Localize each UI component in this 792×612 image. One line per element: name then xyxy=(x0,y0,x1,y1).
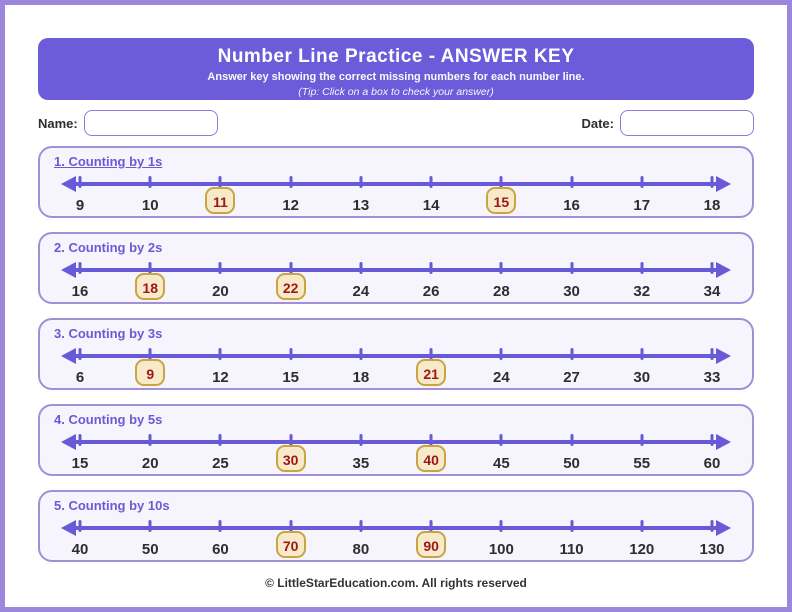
tick-mark xyxy=(79,520,82,532)
tick-mark xyxy=(500,434,503,446)
number-label: 14 xyxy=(422,197,440,214)
number-label: 60 xyxy=(212,541,229,558)
tick-mark xyxy=(640,176,643,188)
page-subtitle: Answer key showing the correct missing numbers for each number line. xyxy=(207,71,585,83)
section-title: 3. Counting by 3s xyxy=(54,326,163,341)
number-label: 120 xyxy=(629,541,655,558)
number-label: 13 xyxy=(352,197,370,214)
tick-mark xyxy=(219,348,222,360)
number-label: 30 xyxy=(563,283,580,300)
tick-mark xyxy=(570,520,573,532)
number-label: 15 xyxy=(282,369,299,386)
tick-mark xyxy=(640,262,643,274)
number-line xyxy=(66,430,726,478)
ticks-layer xyxy=(75,344,721,392)
tick-mark xyxy=(711,262,714,274)
number-label: 60 xyxy=(703,455,721,472)
tick-mark xyxy=(500,520,503,532)
tick-mark xyxy=(570,434,573,446)
number-label: 55 xyxy=(633,455,651,472)
answer-box[interactable]: 40 xyxy=(416,445,446,472)
tick-mark xyxy=(570,348,573,360)
answer-box[interactable]: 22 xyxy=(276,273,306,300)
number-label: 12 xyxy=(282,197,299,214)
number-label: 34 xyxy=(703,283,721,300)
number-label: 18 xyxy=(352,369,370,386)
answer-box[interactable]: 90 xyxy=(416,531,446,558)
tick-mark xyxy=(570,262,573,274)
arrow-right-icon xyxy=(716,434,731,450)
tick-mark xyxy=(359,262,362,274)
tick-mark xyxy=(711,348,714,360)
ticks-layer xyxy=(71,430,721,478)
number-line-panel xyxy=(38,404,754,476)
number-label: 20 xyxy=(141,455,159,472)
number-label: 30 xyxy=(633,369,651,386)
tick-mark xyxy=(711,434,714,446)
number-label: 50 xyxy=(563,455,580,472)
arrow-left-icon xyxy=(61,520,76,536)
number-label: 6 xyxy=(75,369,85,386)
number-line-sections xyxy=(38,146,754,562)
number-label: 16 xyxy=(71,283,89,300)
tick-mark xyxy=(359,348,362,360)
number-label: 17 xyxy=(633,197,651,214)
arrow-left-icon xyxy=(61,176,76,192)
name-input[interactable] xyxy=(84,110,218,136)
tick-mark xyxy=(149,434,152,446)
section-title: 4. Counting by 5s xyxy=(54,412,163,427)
name-date-row xyxy=(38,109,754,137)
arrow-right-icon xyxy=(716,348,731,364)
date-input[interactable] xyxy=(620,110,754,136)
arrow-right-icon xyxy=(716,262,731,278)
answer-box[interactable]: 18 xyxy=(135,273,165,300)
answer-box[interactable]: 70 xyxy=(276,531,306,558)
tick-mark xyxy=(711,176,714,188)
tick-mark xyxy=(359,434,362,446)
number-label: 35 xyxy=(352,455,370,472)
number-label: 27 xyxy=(563,369,580,386)
tick-mark xyxy=(570,176,573,188)
number-label: 26 xyxy=(422,283,440,300)
tick-mark xyxy=(289,348,292,360)
number-label: 33 xyxy=(703,369,721,386)
number-label: 12 xyxy=(212,369,229,386)
tick-mark xyxy=(640,520,643,532)
arrow-right-icon xyxy=(716,176,731,192)
ticks-layer xyxy=(75,172,721,220)
tick-mark xyxy=(219,262,222,274)
tick-mark xyxy=(640,348,643,360)
answer-box[interactable]: 11 xyxy=(205,187,235,214)
number-label: 25 xyxy=(212,455,229,472)
number-label: 50 xyxy=(141,541,159,558)
answer-box[interactable]: 30 xyxy=(276,445,306,472)
number-label: 110 xyxy=(559,541,584,558)
number-label: 130 xyxy=(699,541,725,558)
ticks-layer xyxy=(71,258,721,306)
answer-box[interactable]: 15 xyxy=(486,187,516,214)
tick-mark xyxy=(79,176,82,188)
number-line xyxy=(66,516,726,564)
tick-mark xyxy=(149,520,152,532)
tick-mark xyxy=(149,176,152,188)
arrow-right-icon xyxy=(716,520,731,536)
number-label: 20 xyxy=(212,283,229,300)
tick-mark xyxy=(500,348,503,360)
number-label: 80 xyxy=(352,541,370,558)
page-title: Number Line Practice - ANSWER KEY xyxy=(217,46,575,67)
number-line-panel xyxy=(38,490,754,562)
tick-mark xyxy=(711,520,714,532)
number-label: 100 xyxy=(488,541,514,558)
section-title: 5. Counting by 10s xyxy=(54,498,170,513)
arrow-left-icon xyxy=(61,348,76,364)
section-title: 2. Counting by 2s xyxy=(54,240,163,255)
arrow-left-icon xyxy=(61,434,76,450)
answer-box[interactable]: 21 xyxy=(416,359,446,386)
tick-mark xyxy=(430,262,433,274)
number-label: 32 xyxy=(633,283,651,300)
name-field-group xyxy=(38,110,218,136)
tick-mark xyxy=(359,176,362,188)
answer-box[interactable]: 9 xyxy=(135,359,165,386)
tick-mark xyxy=(289,176,292,188)
number-label: 45 xyxy=(492,455,510,472)
tick-mark xyxy=(640,434,643,446)
number-label: 16 xyxy=(563,197,580,214)
tick-mark xyxy=(219,434,222,446)
tick-mark xyxy=(430,176,433,188)
number-label: 28 xyxy=(492,283,510,300)
tick-mark xyxy=(79,262,82,274)
number-line-panel xyxy=(38,318,754,390)
tick-mark xyxy=(359,520,362,532)
tick-mark xyxy=(79,434,82,446)
section-title: 1. Counting by 1s xyxy=(54,154,163,169)
number-label: 40 xyxy=(71,541,89,558)
tip-text: (Tip: Click on a box to check your answer) xyxy=(298,86,494,98)
arrow-left-icon xyxy=(61,262,76,278)
number-label: 24 xyxy=(492,369,510,386)
number-label: 9 xyxy=(75,197,85,214)
number-line-panel xyxy=(38,232,754,304)
ticks-layer xyxy=(71,516,725,564)
number-label: 18 xyxy=(703,197,721,214)
tick-mark xyxy=(500,262,503,274)
number-label: 15 xyxy=(71,455,89,472)
name-label: Name: xyxy=(38,115,78,131)
number-label: 10 xyxy=(141,197,159,214)
tick-mark xyxy=(219,520,222,532)
number-line xyxy=(66,172,726,220)
tick-mark xyxy=(79,348,82,360)
number-line-panel xyxy=(38,146,754,218)
number-line xyxy=(66,344,726,392)
date-field-group xyxy=(581,110,754,136)
number-line xyxy=(66,258,726,306)
footer-copyright: © LittleStarEducation.com. All rights reserved xyxy=(265,576,527,590)
number-label: 24 xyxy=(352,283,370,300)
header-banner xyxy=(38,38,754,100)
date-label: Date: xyxy=(581,115,614,131)
